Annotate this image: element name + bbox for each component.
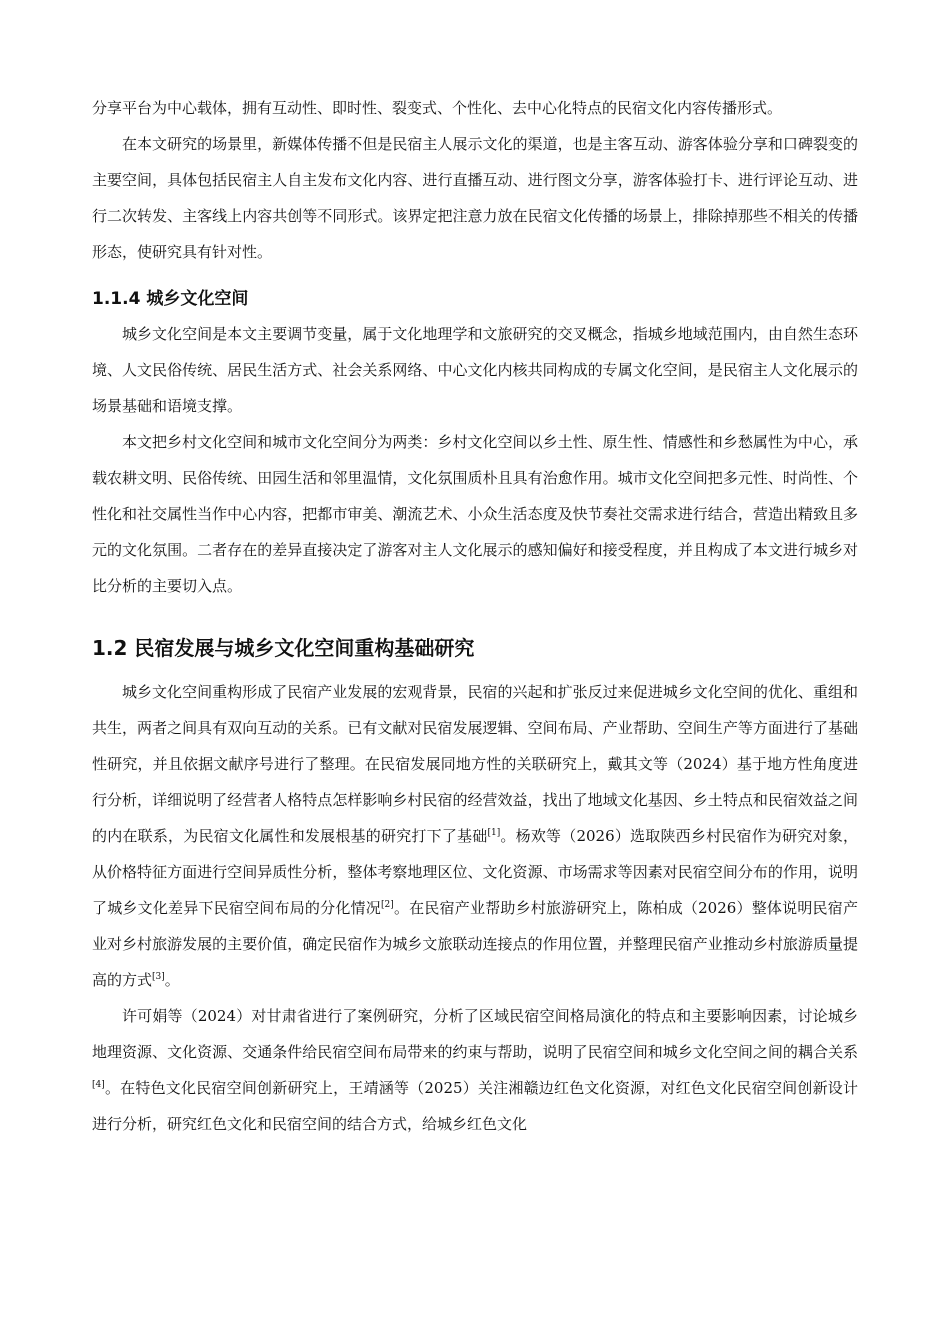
paragraph-literature-review-1 [92,674,858,998]
paragraph-urban-rural-space-types: 本文把乡村文化空间和城市文化空间分为两类：乡村文化空间以乡土性、原生性、情感性和乡愁属性为中心，承载农耕文明、民俗传统、田园生活和邻里温情，文化氛围质朴且具有治愈作用。城市文化空间把多元性、时尚性、个性化和社交属性当作中心内容，把都市审美、潮流艺术、小众生活态度及快节奏社交需求进行结合，营造出精致且多元的文化氛围。二者存在的差异直接决定了游客对主人文化展示的感知偏好和接受程度，并且构成了本文进行城乡对比分析的主要切入点。 [92,433,858,595]
paragraph-text: 。 [164,971,180,989]
document-page [92,90,858,1142]
paragraph-text: 。在特色文化民宿空间创新研究上，王靖涵等（2025）关注湘赣边红色文化资源，对红色文化民宿空间创新设计进行分析，研究红色文化和民宿空间的结合方式，给城乡红色文化 [92,1079,858,1133]
section-heading-1-1-4: 1.1.4 城乡文化空间 [92,289,249,309]
paragraph-urban-rural-space-definition: 城乡文化空间是本文主要调节变量，属于文化地理学和文旅研究的交叉概念，指城乡地域范围内，由自然生态环境、人文民俗传统、居民生活方式、社会关系网络、中心文化内核共同构成的专属文化空间，是民宿主人文化展示的场景基础和语境支撑。 [92,325,858,415]
section-heading-1-2: 1.2 民宿发展与城乡文化空间重构基础研究 [92,636,475,660]
citation-3: [3] [152,972,165,982]
paragraph-new-media-scene: 在本文研究的场景里，新媒体传播不但是民宿主人展示文化的渠道，也是主客互动、游客体验分享和口碑裂变的主要空间，具体包括民宿主人自主发布文化内容、进行直播互动、进行图文分享，游客体验打卡、进行评论互动、进行二次转发、主客线上内容共创等不同形式。该界定把注意力放在民宿文化传播的场景上，排除掉那些不相关的传播形态，使研究具有针对性。 [92,135,858,261]
citation-1: [1] [487,828,501,838]
paragraph-text: 城乡文化空间重构形成了民宿产业发展的宏观背景，民宿的兴起和扩张反过来促进城乡文化空间的优化、重组和共生，两者之间具有双向互动的关系。已有文献对民宿发展逻辑、空间布局、产业帮助、空间生产等方面进行了基础性研究，并且依据文献序号进行了整理。在民宿发展同地方性的关联研究上，戴其文等（2024）基于地方性角度进行分析，详细说明了经营者人格特点怎样影响乡村民宿的经营效益，找出了地域文化基因、乡土特点和民宿效益之间的内在联系，为民宿文化属性和发展根基的研究打下了基础 [92,683,858,845]
paragraph-text: 。在民宿产业帮助乡村旅游研究上，陈柏成（2026）整体说明民宿产业对乡村旅游发展的主要价值，确定民宿作为城乡文旅联动连接点的作用位置，并整理民宿产业推动乡村旅游质量提高的方式 [92,899,858,989]
citation-2: [2] [380,900,394,910]
paragraph-text: 许可娟等（2024）对甘肃省进行了案例研究，分析了区域民宿空间格局演化的特点和主要影响因素，讨论城乡地理资源、文化资源、交通条件给民宿空间布局带来的约束与帮助，说明了民宿空间和城乡文化空间之间的耦合关系 [92,1007,858,1061]
paragraph-new-media-definition-end: 分享平台为中心载体，拥有互动性、即时性、裂变式、个性化、去中心化特点的民宿文化内容传播形式。 [92,99,783,117]
paragraph-literature-review-2 [92,998,858,1142]
citation-4: [4] [92,1080,105,1090]
paragraph-text: 。杨欢等（2026）选取陕西乡村民宿作为研究对象，从价格特征方面进行空间异质性分析，整体考察地理区位、文化资源、市场需求等因素对民宿空间分布的作用，说明了城乡文化差异下民宿空间布局的分化情况 [92,827,858,917]
